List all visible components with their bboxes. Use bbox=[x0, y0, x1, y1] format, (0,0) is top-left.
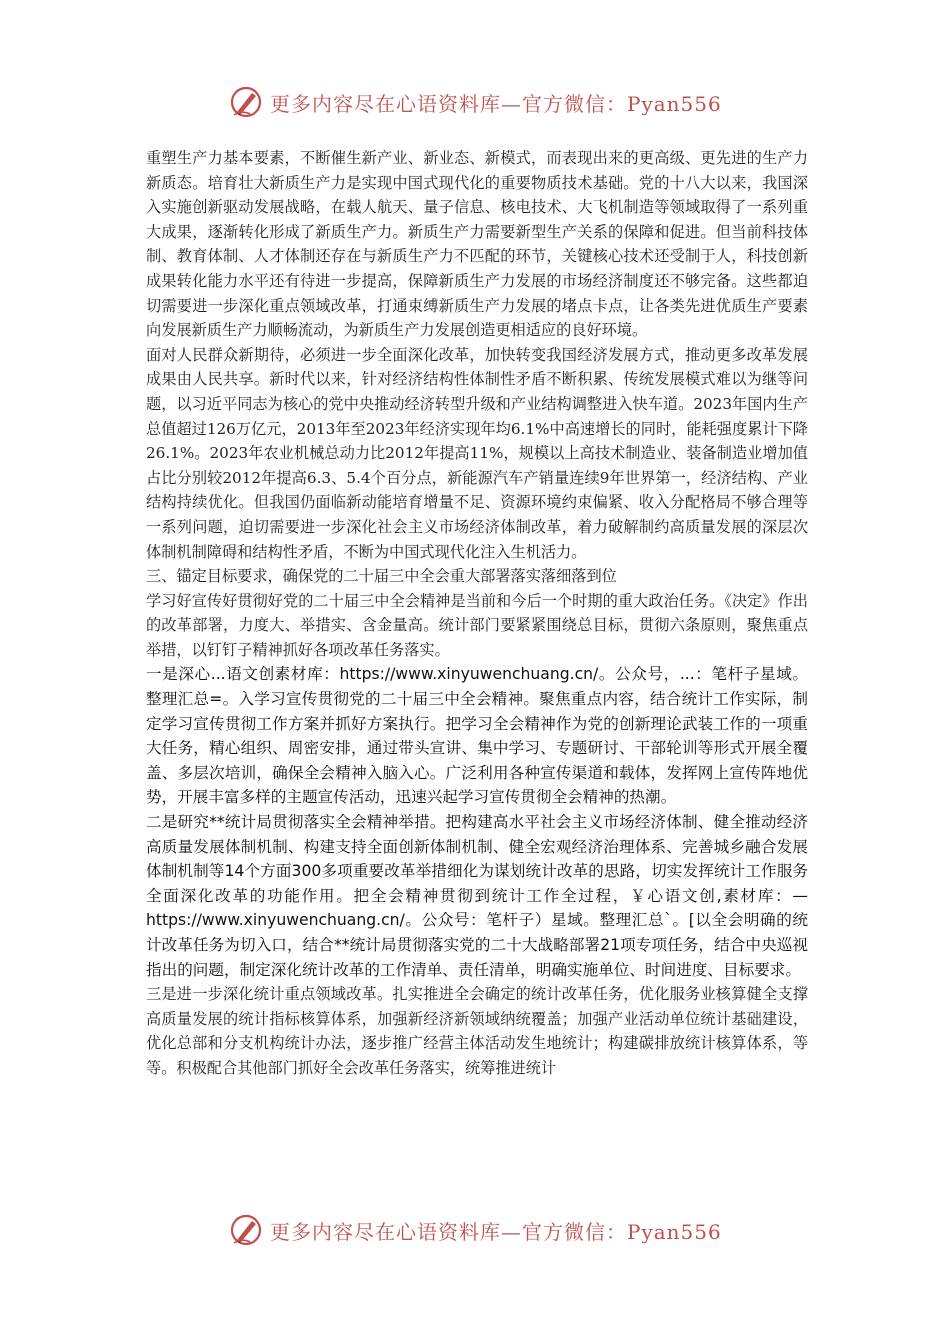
paragraph-1: 重塑生产力基本要素，不断催生新产业、新业态、新模式，而表现出来的更高级、更先进的生产力新质态。培育壮大新质生产力是实现中国式现代化的重要物质技术基础。党的十八大以来，我国深入实施创新驱动发展战略，在载人航天、量子信息、核电技术、大飞机制造等领域取得了一系列重大成果，逐渐转化形成了新质生产力。新质生产力需要新型生产关系的保障和促进。但当前科技体制、教育体制、人才体制还存在与新质生产力不匹配的环节，关键核心技术还受制于人，科技创新成果转化能力水平还有待进一步提高，保障新质生产力发展的市场经济制度还不够完备。这些都迫切需要进一步深化重点领域改革，打通束缚新质生产力发展的堵点卡点，让各类先进优质生产要素向发展新质生产力顺畅流动，为新质生产力发展创造更相适应的良好环境。 bbox=[146, 149, 808, 340]
paragraph-5: 一是深心...语文创素材库：https://www.xinyuwenchuang.cn/。公众号，...：笔杆子星域。整理汇总=。入学习宣传贯彻党的二十届三中全会精神。聚焦重点内容，结合统计工作实际，制定学习宣传贯彻工作方案并抓好方案执行。把学习全会精神作为党的创新理论武装工作的一项重大任务，精心组织、周密安排，通过带头宣讲、集中学习、专题研讨、干部轮训等形式开展全覆盖、多层次培训，确保全会精神入脑入心。广泛利用各种宣传渠道和载体，发挥网上宣传阵地优势，开展丰富多样的主题宣传活动，迅速兴起学习宣传贯彻全会精神的热潮。 bbox=[146, 665, 808, 807]
footer-watermark-text: 更多内容尽在心语资料库—官方微信：Pyan556 bbox=[270, 1219, 722, 1244]
pen-logo-icon bbox=[228, 84, 264, 120]
header-watermark-banner bbox=[228, 82, 722, 122]
paragraph-7: 三是进一步深化统计重点领域改革。扎实推进全会确定的统计改革任务，优化服务业核算健全支撑高质量发展的统计指标核算体系，加强新经济新领域纳统覆盖；加强产业活动单位统计基础建设，优化总部和分支机构统计办法，逐步推广经营主体活动发生地统计；构建碳排放统计核算体系，等等。积极配合其他部门抓好全会改革任务落实，统筹推进统计 bbox=[146, 985, 808, 1077]
section-heading-3: 三、锚定目标要求，确保党的二十届三中全会重大部署落实落细落到位 bbox=[146, 567, 617, 586]
document-body bbox=[146, 146, 808, 1081]
footer-watermark-banner bbox=[228, 1210, 722, 1250]
paragraph-2: 面对人民群众新期待，必须进一步全面深化改革，加快转变我国经济发展方式，推动更多改革发展成果由人民共享。新时代以来，针对经济结构性体制性矛盾不断积累、传统发展模式难以为继等问题，以习近平同志为核心的党中央推动经济转型升级和产业结构调整进入快车道。2023年国内生产总值超过126万亿元，2013年至2023年经济实现年均6.1%中高速增长的同时，能耗强度累计下降26.1%。2023年农业机械总动力比2012年提高11%，规模以上高技术制造业、装备制造业增加值占比分别较2012年提高6.3、5.4个百分点，新能源汽车产销量连续9年世界第一，经济结构、产业结构持续优化。但我国仍面临新动能培育增量不足、资源环境约束偏紧、收入分配格局不够合理等一系列问题，迫切需要进一步深化社会主义市场经济体制改革，着力破解制约高质量发展的深层次体制机制障碍和结构性矛盾，不断为中国式现代化注入生机活力。 bbox=[146, 345, 808, 561]
paragraph-6: 二是研究**统计局贯彻落实全会精神举措。把构建高水平社会主义市场经济体制、健全推动经济高质量发展体制机制、构建支持全面创新体制机制、健全宏观经济治理体系、完善城乡融合发展体制机制等14个方面300多项重要改革举措细化为谋划统计改革的思路，切实发挥统计工作服务全面深化改革的功能作用。把全会精神贯彻到统计工作全过程，￥心语文创,素材库：—https://www.xinyuwenchuang.cn/。公众号：笔杆子）星域。整理汇总`。[以全会明确的统计改革任务为切入口，结合**统计局贯彻落实党的二十大战略部署21项专项任务，结合中央巡视指出的问题，制定深化统计改革的工作清单、责任清单，明确实施单位、时间进度、目标要求。 bbox=[146, 813, 808, 979]
pen-logo-icon bbox=[228, 1212, 264, 1248]
header-watermark-text: 更多内容尽在心语资料库—官方微信：Pyan556 bbox=[270, 91, 722, 116]
paragraph-4: 学习好宣传好贯彻好党的二十届三中全会精神是当前和今后一个时期的重大政治任务。《决定》作出的改革部署，力度大、举措实、含金量高。统计部门要紧紧围绕总目标，贯彻六条原则，聚焦重点举措，以钉钉子精神抓好各项改革任务落实。 bbox=[146, 591, 808, 659]
